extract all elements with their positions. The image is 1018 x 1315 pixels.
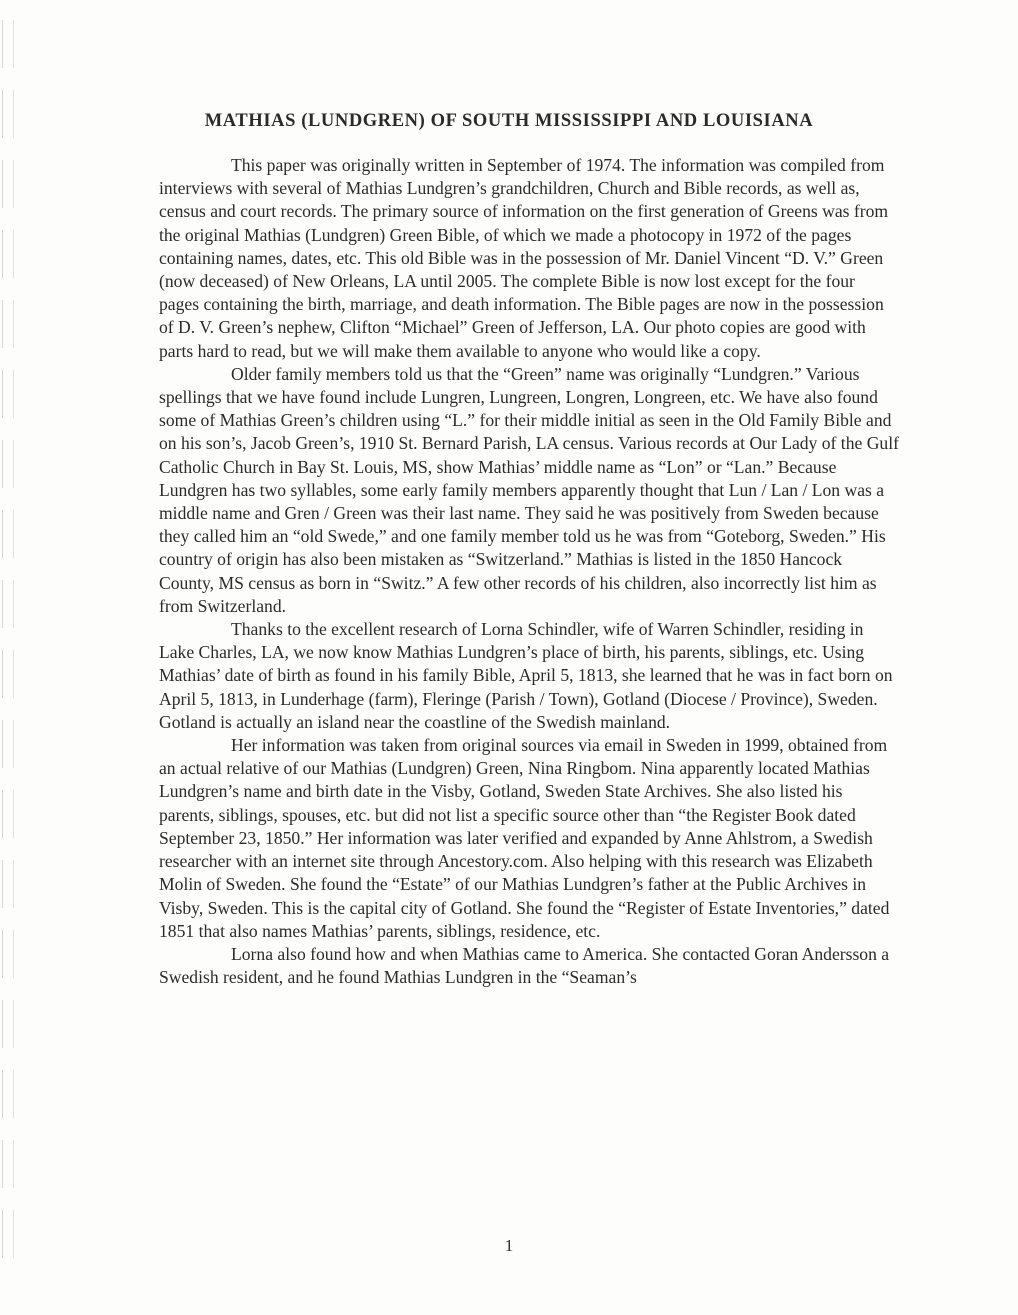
document-body bbox=[159, 154, 899, 989]
paragraph-3: Thanks to the excellent research of Lorna Schindler, wife of Warren Schindler, residing in Lake Charles, LA, we now know Mathias Lundgren’s place of birth, his parents, siblings, etc. Using Mathias’ date of birth as found in his family Bible, April 5, 1813, she learned that he was in fact born on April 5, 1813, in Lunderhage (farm), Fleringe (Parish / Town), Gotland (Diocese / Province), Sweden. Gotland is actually an island near the coastline of the Swedish mainland. bbox=[159, 619, 893, 732]
binder-hole-marks bbox=[2, 20, 16, 1300]
binder-mark bbox=[2, 720, 14, 768]
binder-mark bbox=[2, 300, 14, 348]
document-title: MATHIAS (LUNDGREN) OF SOUTH MISSISSIPPI AND LOUISIANA bbox=[204, 111, 814, 131]
paragraph-1: This paper was originally written in September of 1974. The information was compiled from interviews with several of Mathias Lundgren’s grandchildren, Church and Bible records, as well as, census and court records. The primary source of information on the first generation of Greens was from the original Mathias (Lundgren) Green Bible, of which we made a photocopy in 1972 of the pages containing names, dates, etc. This old Bible was in the possession of Mr. Daniel Vincent “D. V.” Green (now deceased) of New Orleans, LA until 2005. The complete Bible is now lost except for the four pages containing the birth, marriage, and death information. The Bible pages are now in the possession of D. V. Green’s nephew, Clifton “Michael” Green of Jefferson, LA. Our photo copies are good with parts hard to read, but we will make them available to anyone who would like a copy. bbox=[159, 155, 889, 361]
binder-mark bbox=[2, 20, 14, 68]
binder-mark bbox=[2, 510, 14, 558]
paragraph-5: Lorna also found how and when Mathias came to America. She contacted Goran Andersson a Swedish resident, and he found Mathias Lundgren in the “Seaman’s bbox=[159, 943, 890, 988]
binder-mark bbox=[2, 370, 14, 418]
binder-mark bbox=[2, 790, 14, 838]
paragraph-4: Her information was taken from original sources via email in Sweden in 1999, obtained from an actual relative of our Mathias (Lundgren) Green, Nina Ringbom. Nina apparently located Mathias Lundgren’s name and birth date in the Visby, Gotland, Sweden State Archives. She also listed his parents, siblings, spouses, etc. but did not list a specific source other than “the Register Book dated September 23, 1850.” Her information was later verified and expanded by Anne Ahlstrom, a Swedish researcher with an internet site through Ancestory.com. Also helping with this research was Elizabeth Molin of Sweden. She found the “Estate” of our Mathias Lundgren’s father at the Public Archives in Visby, Sweden. This is the capital city of Gotland. She found the “Register of Estate Inventories,” dated 1851 that also names Mathias’ parents, siblings, residence, etc. bbox=[159, 735, 890, 941]
binder-mark bbox=[2, 650, 14, 698]
binder-mark bbox=[2, 1140, 14, 1188]
binder-mark bbox=[2, 230, 14, 278]
binder-mark bbox=[2, 440, 14, 488]
binder-mark bbox=[2, 930, 14, 978]
binder-mark bbox=[2, 1000, 14, 1048]
binder-mark bbox=[2, 1070, 14, 1118]
paragraph-2: Older family members told us that the “Green” name was originally “Lundgren.” Various spellings that we have found include Lungren, Lungreen, Longren, Longreen, etc. We have also found some of Mathias Green’s children using “L.” for their middle initial as seen in the Old Family Bible and on his son’s, Jacob Green’s, 1910 St. Bernard Parish, LA census. Various records at Our Lady of the Gulf Catholic Church in Bay St. Louis, MS, show Mathias’ middle name as “Lon” or “Lan.” Because Lundgren has two syllables, some early family members apparently thought that Lun / Lan / Lon was a middle name and Gren / Green was their last name. They said he was positively from Sweden because they called him an “old Swede,” and one family member told us he was from “Goteborg, Sweden.” His country of origin has also been mistaken as “Switzerland.” Mathias is listed in the 1850 Hancock County, MS census as born in “Switz.” A few other records of his children, also incorrectly list him as from Switzerland. bbox=[159, 363, 899, 616]
binder-mark bbox=[2, 580, 14, 628]
binder-mark bbox=[2, 860, 14, 908]
binder-mark bbox=[2, 160, 14, 208]
page-number: 1 bbox=[504, 1236, 514, 1255]
